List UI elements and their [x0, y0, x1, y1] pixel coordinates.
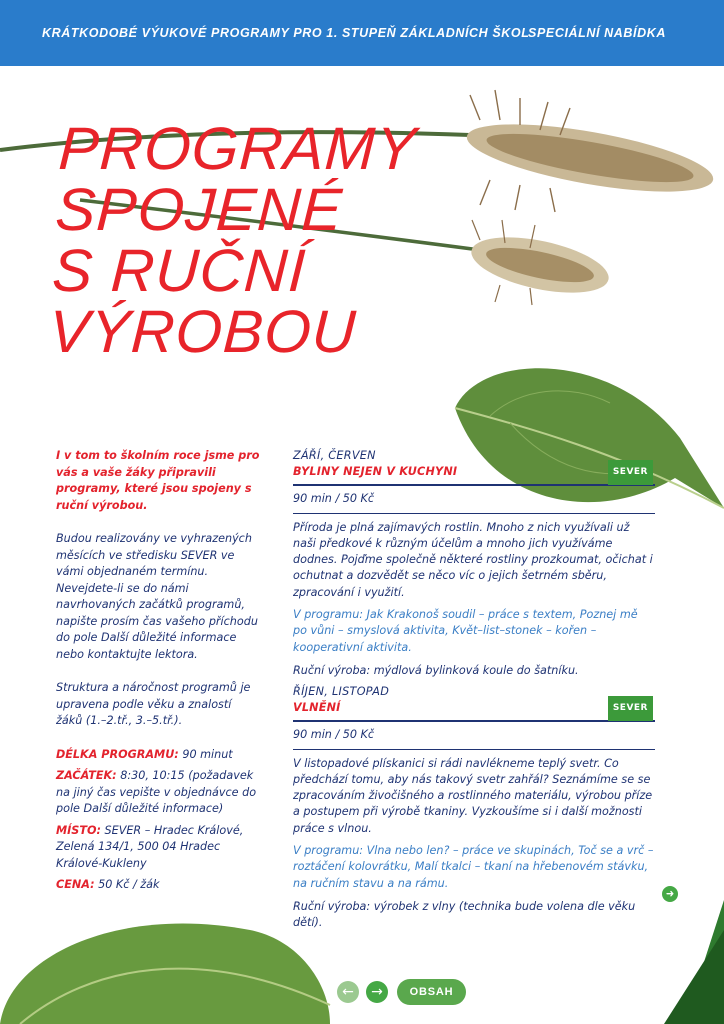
- page-title: [47, 115, 441, 365]
- price-info: [56, 877, 261, 894]
- program-title: BYLINY NEJEN V KUCHYNI: [293, 465, 458, 479]
- program-meta: 90 min / 50 Kč: [293, 492, 375, 506]
- title-line: S RUČNÍ: [50, 237, 308, 304]
- duration-value: 90 minut: [178, 747, 233, 761]
- arrow-left-icon[interactable]: ←: [337, 981, 359, 1003]
- price-value: 50 Kč / žák: [94, 878, 160, 891]
- program-activities: V programu: Vlna nebo len? – práce ve skupinách, Toč se a vrč – roztáčení kolovrátku, Malí tkalci – tkaní na hřebenovém stávku, na ručním stavu a na rámu.: [293, 844, 654, 890]
- divider: [293, 749, 655, 750]
- price-label: CENA:: [56, 878, 95, 891]
- program-meta: 90 min / 50 Kč: [293, 728, 375, 742]
- program-months: ZÁŘÍ, ČERVEN: [293, 449, 376, 462]
- arrow-right-icon[interactable]: →: [366, 981, 388, 1003]
- divider: [293, 513, 655, 514]
- bottom-leaf-image: [0, 895, 340, 1024]
- schedule-text: Budou realizovány ve vyhrazených měsících ve středisku SEVER ve vámi objednaném termínu. Nevejdete-li se do námi navrhovaných začátků programů, napište prosím čas vašeho příchodu do pole Další důležité informace nebo kontaktujte lektora.: [56, 532, 258, 661]
- start-label: ZAČÁTEK:: [56, 769, 117, 782]
- place-info: [56, 823, 261, 873]
- start-value: 8:30, 10:15 (požadavek na jiný čas vepište v objednávce do pole Další důležité informace): [56, 769, 257, 815]
- duration-info: [56, 747, 261, 764]
- program-title-row: [293, 464, 655, 482]
- structure-text: Struktura a náročnost programů je upravena podle věku a znalostí žáků (1.–2.tř., 3.–5.tř.).: [56, 681, 251, 727]
- program-herbs: [293, 448, 655, 685]
- program-title: VLNĚNÍ: [293, 701, 341, 715]
- program-handmade: Ruční výroba: výrobek z vlny (technika bude volena dle věku dětí).: [293, 899, 636, 930]
- intro-text: I v tom to školním roce jsme pro vás a vaše žáky připravili programy, které jsou spojeny s ruční výrobou.: [56, 449, 260, 512]
- arrow-right-icon[interactable]: ➜: [662, 886, 678, 902]
- program-title-row: [293, 700, 655, 718]
- contents-button[interactable]: OBSAH: [397, 979, 466, 1005]
- start-info: [56, 768, 261, 818]
- program-wool: [293, 684, 655, 938]
- header-bar: [0, 0, 724, 66]
- place-value: SEVER – Hradec Králové, Zelená 134/1, 500 04 Hradec Králové-Kukleny: [56, 823, 244, 870]
- header-series-title: KRÁTKODOBÉ VÝUKOVÉ PROGRAMY PRO 1. STUPEŇ ZÁKLADNÍCH ŠKOL: [42, 26, 530, 40]
- program-description: V listopadové plískanici si rádi navlékneme teplý svetr. Co předchází tomu, aby nás takový svetr zahřál? Seznámíme se se zpracováním živočišného a rostlinného materiálu, výrobou příze a postupem při výrobě tkaniny. Vyzkoušíme si i další možnosti práce s vlnou.: [293, 756, 653, 835]
- program-description: Příroda je plná zajímavých rostlin. Mnoho z nich využívali už naši předkové k různým účelům a mnoho jich využíváme dodnes. Pojďme společně některé rostliny prozkoumat, očichat i ochutnat a dozvědět se něco víc o jejich šetrném sběru, zpracování i využití.: [293, 520, 653, 599]
- program-handmade: Ruční výroba: mýdlová bylinková koule do šatníku.: [293, 663, 579, 677]
- program-activities: V programu: Jak Krakonoš soudil – práce s textem, Poznej mě po vůni – smyslová aktivita, Květ–list–stonek – kořen – kooperativní aktivita.: [293, 608, 638, 654]
- duration-label: DÉLKA PROGRAMU:: [56, 747, 179, 761]
- title-line: SPOJENÉ: [53, 176, 345, 243]
- title-line: PROGRAMY: [57, 115, 419, 182]
- sever-badge: SEVER: [608, 460, 653, 484]
- left-column: [56, 448, 261, 899]
- place-label: MÍSTO:: [56, 823, 101, 837]
- sever-badge: SEVER: [608, 696, 653, 720]
- program-months: ŘÍJEN, LISTOPAD: [293, 685, 390, 698]
- header-section-label: SPECIÁLNÍ NABÍDKA: [528, 26, 666, 40]
- title-line: VÝROBOU: [47, 298, 359, 365]
- corner-decoration: [664, 880, 724, 1024]
